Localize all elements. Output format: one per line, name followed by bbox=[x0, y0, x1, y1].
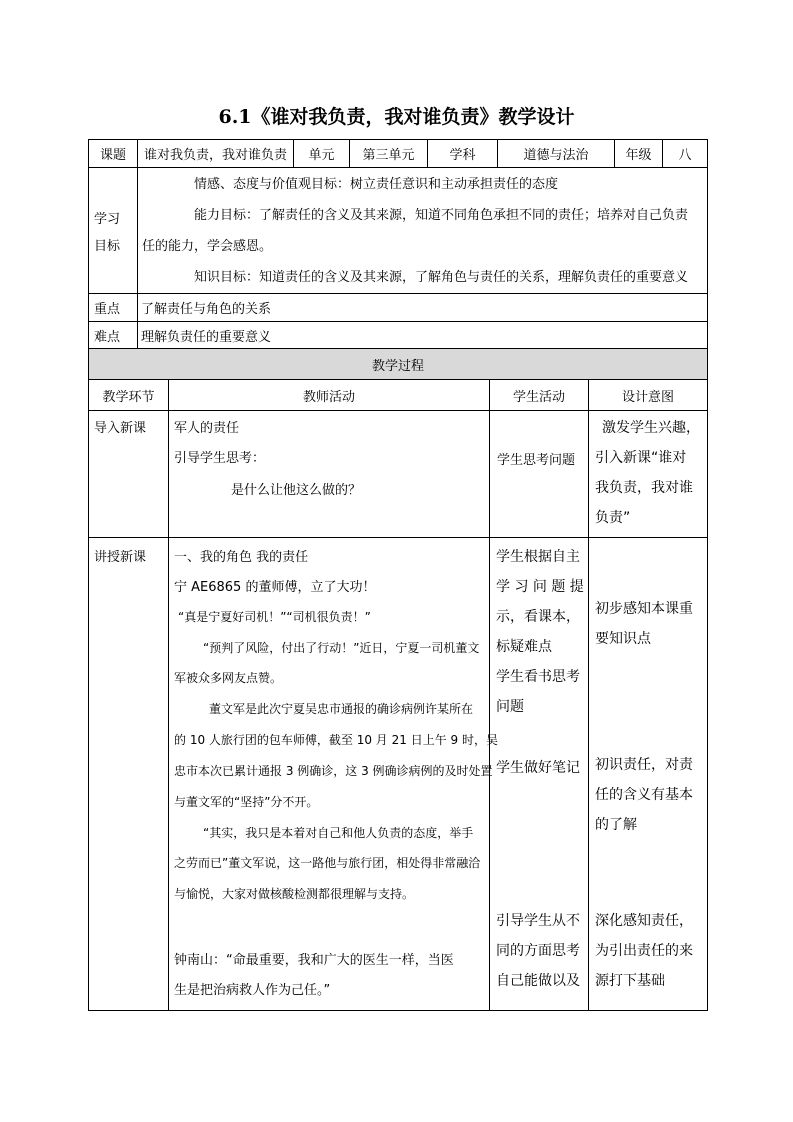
difficulty-value: 理解负责任的重要意义 bbox=[138, 322, 708, 349]
intro-teacher-line: 是什么让他这么做的？ bbox=[231, 483, 362, 498]
intro-student-text: 学生思考问题 bbox=[497, 453, 576, 468]
lecture-student-line: 学生做好笔记 bbox=[496, 760, 580, 776]
lecture-teacher-line: 军被众多网友点赞。 bbox=[174, 671, 283, 685]
goals-label bbox=[89, 168, 138, 294]
unit-label: 单元 bbox=[294, 140, 350, 168]
key-point-label: 重点 bbox=[89, 294, 138, 322]
lecture-teacher bbox=[169, 538, 498, 1011]
lecture-stage bbox=[89, 538, 169, 1011]
lecture-teacher-line: “预判了风险，付出了行动！”近日，宁夏一司机董文 bbox=[203, 641, 480, 655]
lecture-teacher-line: 钟南山：“命最重要，我和广大的医生一样，当医 bbox=[174, 953, 454, 968]
intro-intent-line: 引入新课“谁对 bbox=[595, 450, 687, 466]
lecture-intent-line: 为引出责任的来 bbox=[595, 943, 693, 959]
subject-label: 学科 bbox=[428, 140, 498, 168]
lecture-student-line: 引导学生从不 bbox=[496, 913, 580, 929]
lecture-student bbox=[490, 538, 589, 1011]
goal-emotion: 情感、态度与价值观目标：树立责任意识和主动承担责任的态度 bbox=[194, 177, 559, 192]
lecture-student-line: 学生看书思考 bbox=[496, 669, 580, 685]
key-point-value: 了解责任与角色的关系 bbox=[138, 294, 708, 322]
lecture-teacher-line: 与董文军的“坚持”分不开。 bbox=[174, 795, 319, 809]
grade-value: 八 bbox=[663, 140, 708, 168]
intro-intent-line: 我负责，我对谁 bbox=[595, 480, 693, 496]
lecture-student-line: 标疑难点 bbox=[496, 639, 552, 655]
lecture-intent-line: 的了解 bbox=[595, 817, 637, 833]
lecture-intent-line: 任的含义有基本 bbox=[595, 787, 693, 803]
goals-label-line2: 目标 bbox=[94, 238, 121, 254]
process-header: 教学过程 bbox=[89, 349, 708, 380]
lecture-intent-line: 源打下基础 bbox=[595, 973, 665, 989]
lecture-intent-line: 要知识点 bbox=[595, 631, 651, 647]
lecture-student-line: 自己能做以及 bbox=[496, 973, 580, 989]
intro-intent bbox=[589, 411, 708, 538]
subject-value: 道德与法治 bbox=[498, 140, 615, 168]
lecture-teacher-line: 董文军是此次宁夏吴忠市通报的确诊病例许某所在 bbox=[209, 702, 474, 716]
column-header-teacher: 教师活动 bbox=[169, 380, 490, 411]
unit-value: 第三单元 bbox=[350, 140, 428, 168]
grade-label: 年级 bbox=[615, 140, 663, 168]
lecture-teacher-line: “其实，我只是本着对自己和他人负责的态度，举手 bbox=[203, 826, 474, 840]
intro-intent-line: 激发学生兴趣， bbox=[602, 420, 700, 436]
column-header-stage: 教学环节 bbox=[89, 380, 169, 411]
lecture-student-line: 同的方面思考 bbox=[496, 943, 580, 959]
lecture-intent-line: 初识责任，对责 bbox=[595, 757, 693, 773]
intro-teacher-line: 引导学生思考： bbox=[174, 451, 266, 466]
intro-student bbox=[490, 411, 589, 538]
lecture-teacher-line: 宁 AE6865 的董师傅，立了大功！ bbox=[174, 580, 376, 595]
goals-label-line1: 学习 bbox=[94, 211, 121, 227]
intro-stage bbox=[89, 411, 169, 538]
goal-ability-line2: 任的能力，学会感恩。 bbox=[142, 239, 273, 254]
lecture-student-line: 学生根据自主 bbox=[496, 549, 580, 565]
lecture-teacher-line: 的 10 人旅行团的包车师傅，截至 10 月 21 日上午 9 时，吴 bbox=[174, 733, 498, 747]
lecture-teacher-line: 生是把治病救人作为己任。” bbox=[174, 983, 331, 998]
goal-knowledge: 知识目标：知道责任的含义及其来源，了解角色与责任的关系，理解负责任的重要意义 bbox=[194, 270, 689, 285]
goals-content bbox=[138, 168, 708, 294]
lecture-teacher-line: 与愉悦，大家对做核酸检测都很理解与支持。 bbox=[174, 887, 415, 901]
process-table bbox=[88, 348, 708, 1011]
intro-stage-label: 导入新课 bbox=[94, 421, 147, 436]
intro-intent-line: 负责” bbox=[595, 510, 631, 526]
column-header-intent: 设计意图 bbox=[589, 380, 708, 411]
lesson-value: 谁对我负责，我对谁负责 bbox=[138, 140, 294, 168]
lecture-teacher-line: 一、我的角色 我的责任 bbox=[174, 550, 309, 565]
lecture-intent-line: 深化感知责任， bbox=[595, 913, 693, 929]
difficulty-label: 难点 bbox=[89, 322, 138, 349]
intro-teacher bbox=[169, 411, 490, 538]
lecture-intent bbox=[589, 538, 708, 1011]
lesson-label: 课题 bbox=[89, 140, 138, 168]
lecture-teacher-line: 忠市本次已累计通报 3 例确诊，这 3 例确诊病例的及时处置 bbox=[174, 764, 493, 778]
intro-teacher-line: 军人的责任 bbox=[174, 421, 240, 436]
lecture-student-line: 问题 bbox=[496, 699, 524, 715]
lecture-teacher-line: “真是宁夏好司机！”“司机很负责！” bbox=[178, 610, 371, 624]
lecture-intent-line: 初步感知本课重 bbox=[595, 601, 693, 617]
column-header-student: 学生活动 bbox=[490, 380, 589, 411]
page-title: 6.1《谁对我负责，我对谁负责》教学设计 bbox=[218, 106, 575, 128]
lecture-student-line: 示，看课本， bbox=[496, 609, 580, 625]
lecture-stage-label: 讲授新课 bbox=[94, 550, 147, 565]
lesson-info-table bbox=[88, 139, 708, 349]
goal-ability-line1: 能力目标：了解责任的含义及其来源，知道不同角色承担不同的责任；培养对自己负责 bbox=[194, 208, 689, 223]
lecture-student-line: 学 习 问 题 提 bbox=[496, 579, 584, 595]
lecture-teacher-line: 之劳而已”董文军说，这一路他与旅行团，相处得非常融洽 bbox=[174, 856, 481, 870]
